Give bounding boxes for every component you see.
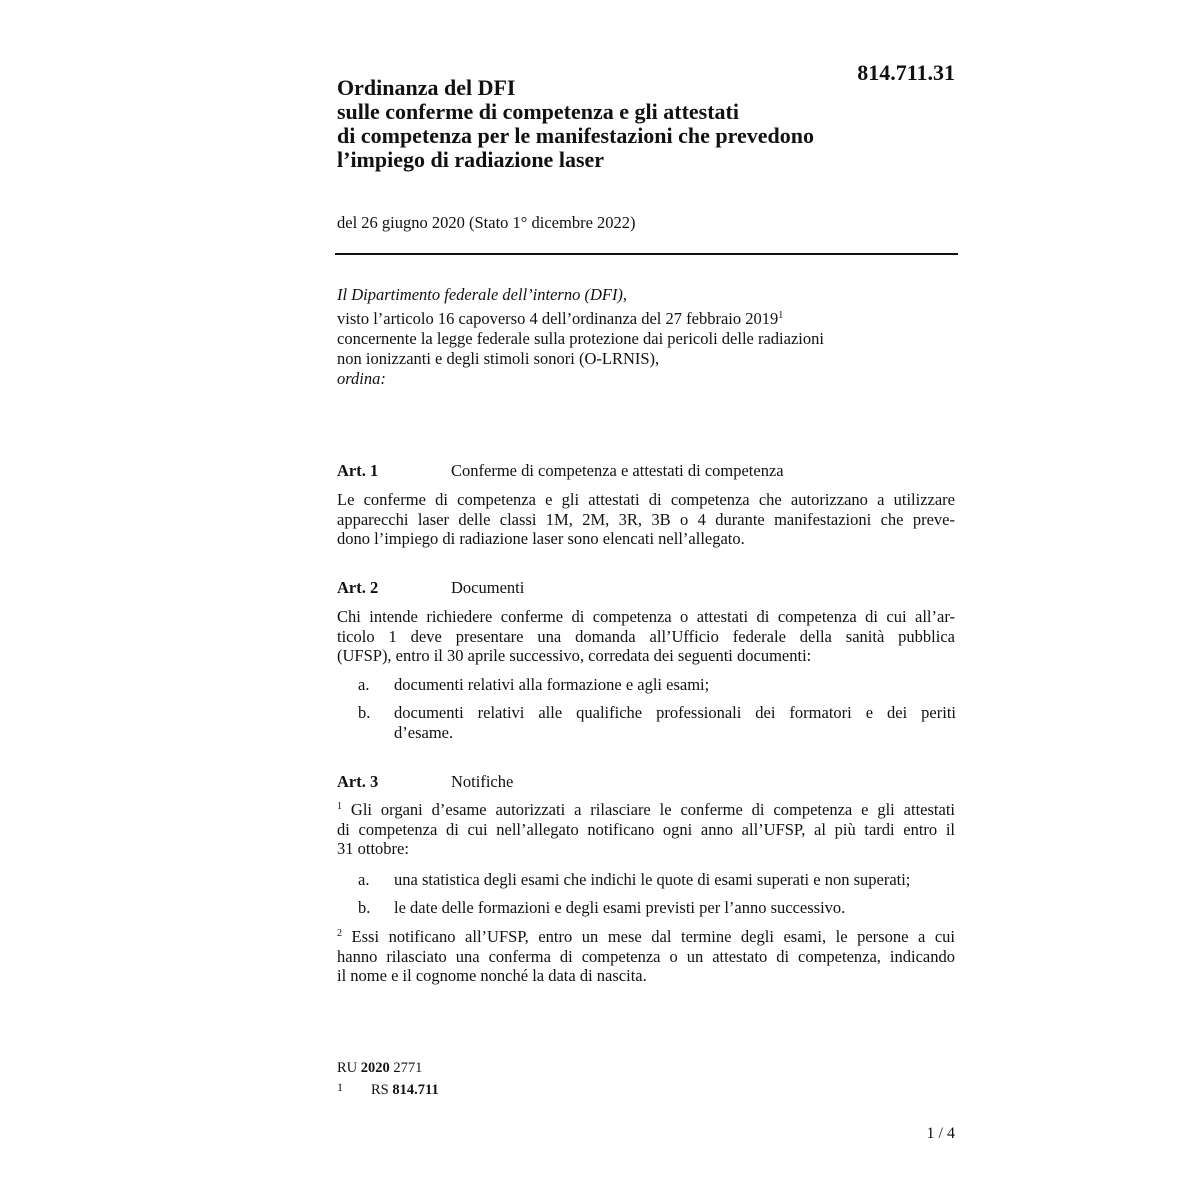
body-text: Essi notificano all’UFSP, entro un mese dal termine degli esami, le persone a cui [342, 927, 955, 946]
list-text [394, 703, 956, 742]
body-line: 31 ottobre: [337, 839, 409, 858]
body-line: dono l’impiego di radiazione laser sono elencati nell’allegato. [337, 529, 745, 548]
footnote-number: 1 [337, 1080, 343, 1094]
document-number: 814.711.31 [857, 60, 955, 85]
page-number: 1 / 4 [926, 1125, 955, 1142]
preamble-issuer: Il Dipartimento federale dell’interno (DFI), [337, 285, 628, 304]
document-title [337, 76, 897, 172]
body-line: apparecchi laser delle classi 1M, 2M, 3R, 3B o 4 durante manifestazioni che preve- [337, 509, 955, 529]
footnote-link[interactable]: 814.711 [392, 1082, 439, 1098]
ru-page: 2771 [393, 1060, 423, 1076]
list-line: d’esame. [394, 722, 454, 742]
list-text [394, 675, 956, 695]
body-line: ticolo 1 deve presentare una domanda all’Ufficio federale della sanità pubblica [337, 626, 955, 646]
list-marker: a. [358, 675, 370, 694]
article-3-title: Notifiche [451, 772, 514, 791]
preamble-line: concernente la legge federale sulla protezione dai pericoli delle radiazioni [337, 329, 824, 348]
article-3-paragraph-1 [337, 800, 955, 859]
official-compilation-ref [337, 1059, 439, 1078]
preamble-line [337, 309, 957, 329]
preamble-line: non ionizzanti e degli stimoli sonori (O-LRNIS), [337, 349, 660, 368]
article-3-heading [337, 771, 957, 793]
title-line: sulle conferme di competenza e gli attestati [337, 99, 739, 124]
body-line: il nome e il cognome nonché la data di nascita. [337, 966, 647, 985]
body-line: Chi intende richiedere conferme di competenza o attestati di competenza di cui all’ar- [337, 607, 955, 626]
date-status-line: del 26 giugno 2020 (Stato 1° dicembre 2022) [337, 213, 636, 232]
list-text [394, 870, 956, 890]
list-marker: b. [358, 898, 371, 917]
footnote-1 [337, 1078, 439, 1100]
article-3-paragraph-2 [337, 927, 955, 986]
paragraph-number: 2 [337, 928, 342, 939]
list-marker: a. [358, 870, 370, 889]
list-text [394, 898, 956, 918]
article-2-heading [337, 577, 957, 599]
body-line: Le conferme di competenza e gli attestati di competenza che autorizzano a utilizzare [337, 490, 955, 509]
article-2-title: Documenti [451, 578, 525, 597]
body-line [337, 927, 955, 947]
article-1-body [337, 490, 955, 549]
ru-prefix: RU [337, 1060, 358, 1076]
ru-year: 2020 [360, 1060, 390, 1076]
body-line [337, 800, 955, 820]
preamble-text: visto l’articolo 16 capoverso 4 dell’ordinanza del 27 febbraio 2019 [337, 309, 779, 328]
article-2-number: Art. 2 [337, 578, 379, 597]
article-2-body [337, 607, 955, 666]
list-line: le date delle formazioni e degli esami previsti per l’anno successivo. [394, 898, 846, 917]
list-line: documenti relativi alle qualifiche professionali dei formatori e dei periti [394, 703, 956, 722]
footnote-ref-1[interactable]: 1 [778, 310, 784, 321]
list-marker: b. [358, 703, 371, 722]
list-line: una statistica degli esami che indichi le quote di esami superati e non superati; [394, 870, 911, 889]
footnotes [337, 1059, 439, 1100]
title-line: l’impiego di radiazione laser [337, 147, 605, 172]
paragraph-number: 1 [337, 801, 342, 812]
article-1-heading [337, 460, 957, 482]
body-text: Gli organi d’esame autorizzati a rilasciare le conferme di competenza e gli attestati [342, 800, 955, 819]
article-3-number: Art. 3 [337, 772, 379, 791]
header-divider [335, 253, 958, 255]
body-line: (UFSP), entro il 30 aprile successivo, corredata dei seguenti documenti: [337, 646, 812, 665]
list-line: documenti relativi alla formazione e agli esami; [394, 675, 710, 694]
body-line: hanno rilasciato una conferma di competenza o un attestato di competenza, indicando [337, 946, 955, 966]
body-line: di competenza di cui nell’allegato notificano ogni anno all’UFSP, al più tardi entro il [337, 819, 955, 839]
article-1-number: Art. 1 [337, 461, 379, 480]
article-1-title: Conferme di competenza e attestati di competenza [451, 461, 784, 480]
preamble-ordina: ordina: [337, 369, 386, 388]
preamble [337, 285, 957, 389]
footnote-prefix: RS [371, 1082, 389, 1098]
title-line: di competenza per le manifestazioni che prevedono [337, 123, 815, 148]
title-line: Ordinanza del DFI [337, 75, 516, 100]
